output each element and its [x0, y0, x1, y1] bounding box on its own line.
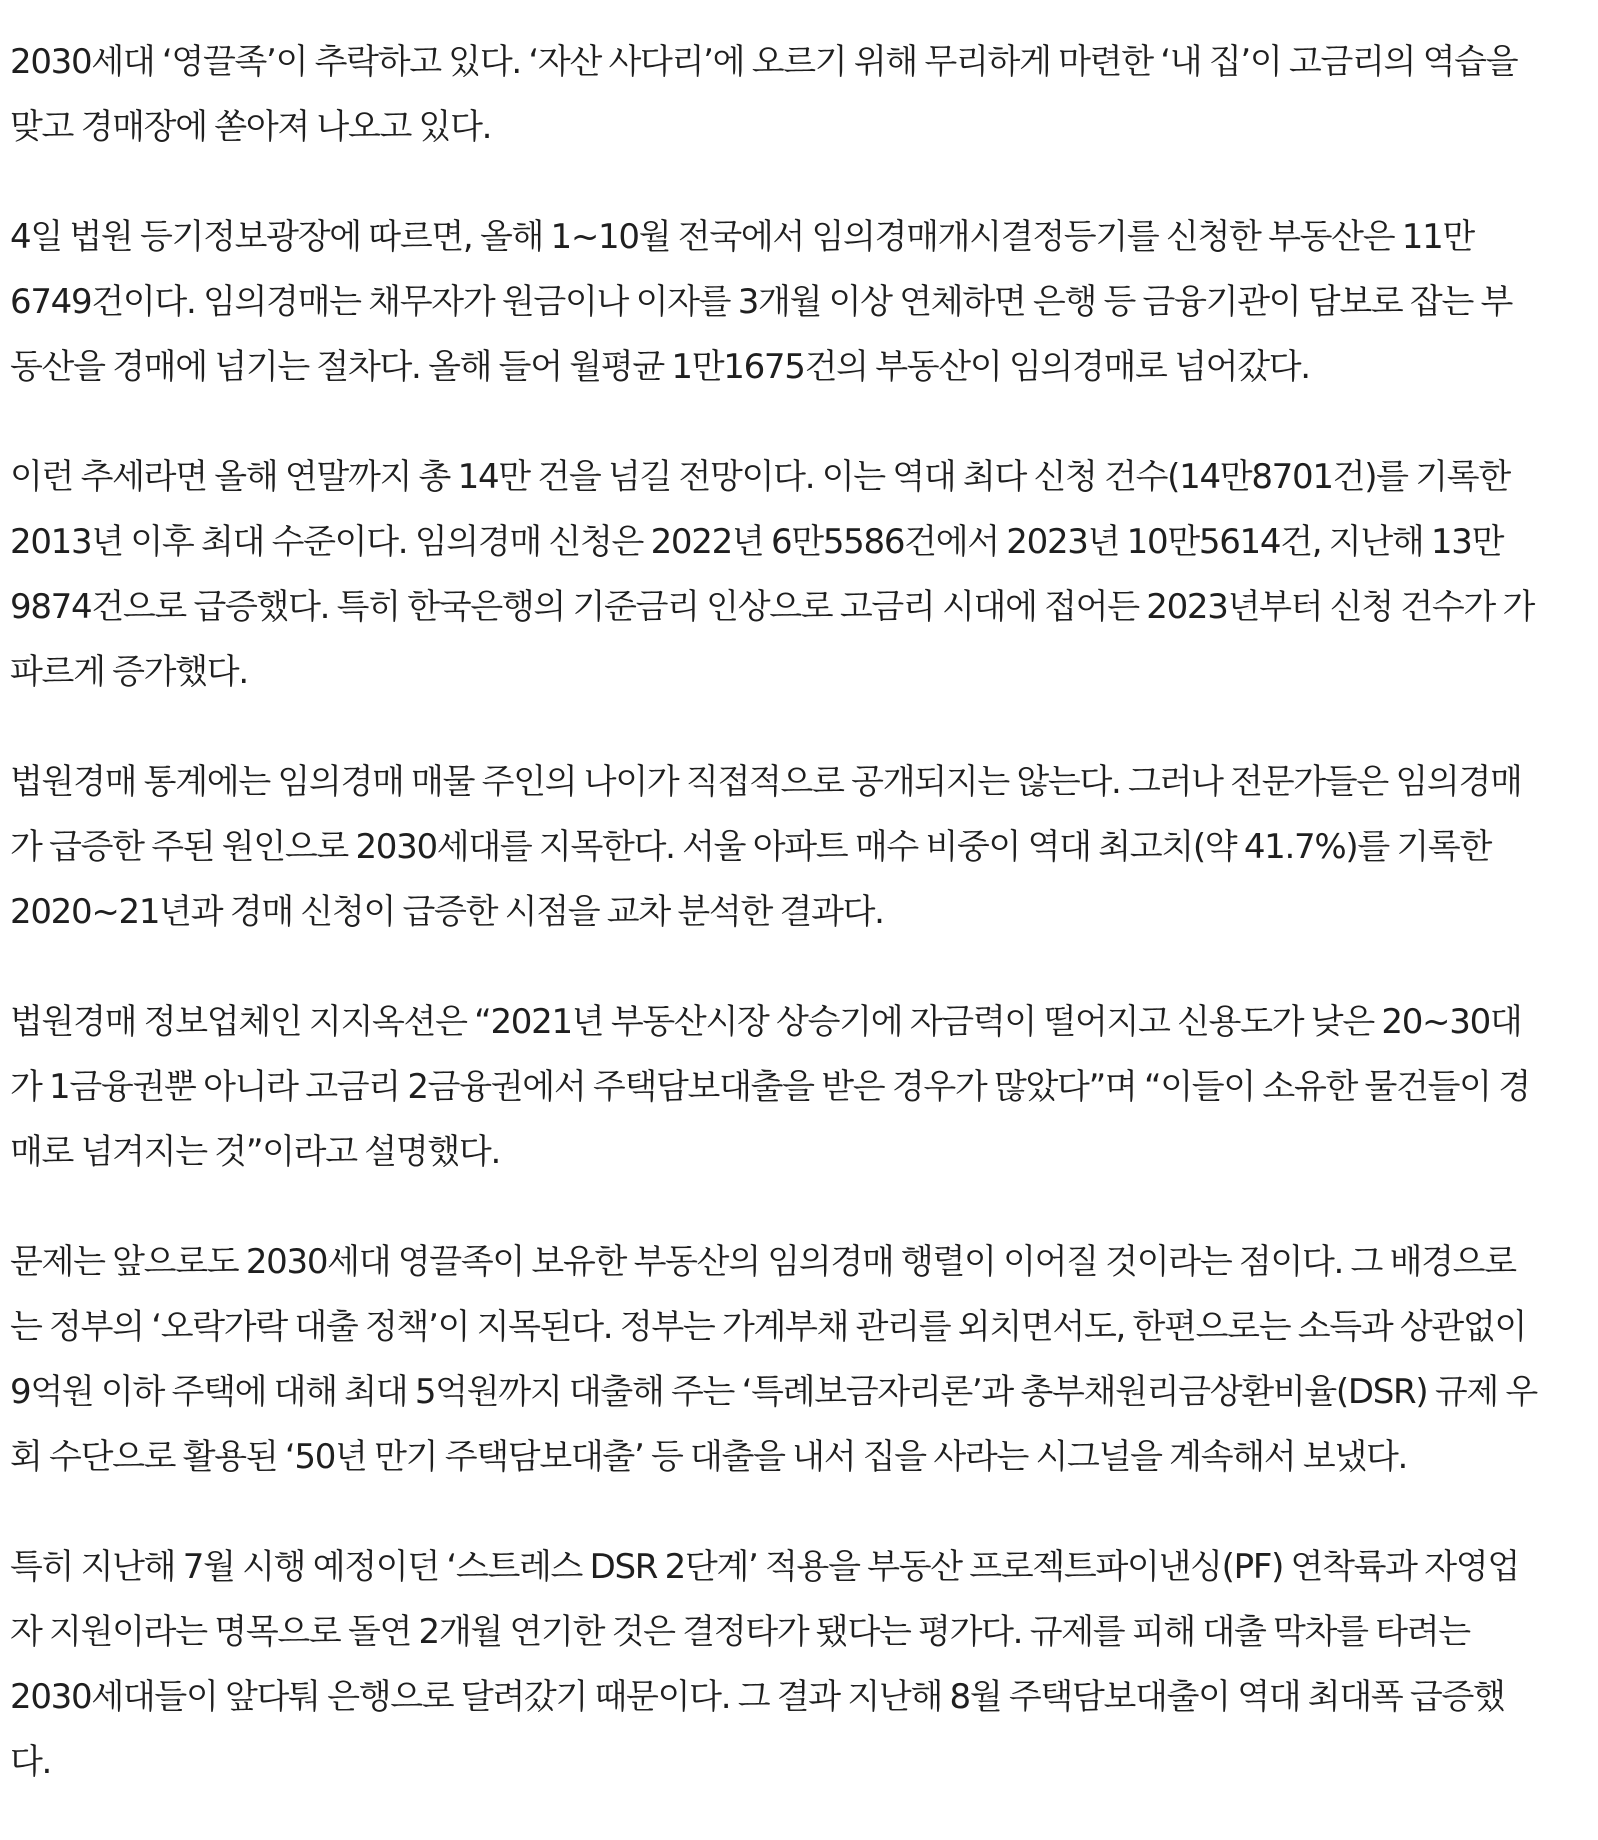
text-line: 는 정부의 ‘오락가락 대출 정책’이 지목된다. 정부는 가계부채 관리를 외치면서도, 한편으로는 소득과 상관없이	[10, 1307, 1527, 1347]
article-body	[10, 30, 1570, 1840]
text-line: 법원경매 정보업체인 지지옥션은 “2021년 부동산시장 상승기에 자금력이 떨어지고 신용도가 낮은 20~30대	[10, 1002, 1522, 1042]
text-line: 다.	[10, 1742, 52, 1782]
text-line: 2030세대들이 앞다퉈 은행으로 달려갔기 때문이다. 그 결과 지난해 8월 주택담보대출이 역대 최대폭 급증했	[10, 1677, 1505, 1717]
article-paragraph-1	[10, 30, 1570, 160]
text-line: 특히 지난해 7월 시행 예정이던 ‘스트레스 DSR 2단계’ 적용을 부동산 프로젝트파이낸싱(PF) 연착륙과 자영업	[10, 1547, 1519, 1587]
text-line: 동산을 경매에 넘기는 절차다. 올해 들어 월평균 1만1675건의 부동산이 임의경매로 넘어갔다.	[10, 347, 1310, 387]
article-paragraph-3	[10, 445, 1570, 705]
text-line: 9억원 이하 주택에 대해 최대 5억원까지 대출해 주는 ‘특례보금자리론’과 총부채원리금상환비율(DSR) 규제 우	[10, 1372, 1537, 1412]
article-paragraph-4	[10, 750, 1570, 945]
article-paragraph-7	[10, 1535, 1570, 1795]
article-paragraph-2	[10, 205, 1570, 400]
text-line: 파르게 증가했다.	[10, 652, 248, 692]
text-line: 이런 추세라면 올해 연말까지 총 14만 건을 넘길 전망이다. 이는 역대 최다 신청 건수(14만8701건)를 기록한	[10, 457, 1510, 497]
text-line: 가 1금융권뿐 아니라 고금리 2금융권에서 주택담보대출을 받은 경우가 많았다”며 “이들이 소유한 물건들이 경	[10, 1067, 1530, 1107]
text-line: 2030세대 ‘영끌족’이 추락하고 있다. ‘자산 사다리’에 오르기 위해 무리하게 마련한 ‘내 집’이 고금리의 역습을	[10, 42, 1518, 82]
text-line: 가 급증한 주된 원인으로 2030세대를 지목한다. 서울 아파트 매수 비중이 역대 최고치(약 41.7%)를 기록한	[10, 827, 1491, 867]
text-line: 2013년 이후 최대 수준이다. 임의경매 신청은 2022년 6만5586건에서 2023년 10만5614건, 지난해 13만	[10, 522, 1504, 562]
article-paragraph-6	[10, 1230, 1570, 1490]
article-paragraph-5	[10, 990, 1570, 1185]
text-line: 9874건으로 급증했다. 특히 한국은행의 기준금리 인상으로 고금리 시대에 접어든 2023년부터 신청 건수가 가	[10, 587, 1535, 627]
text-line: 4일 법원 등기정보광장에 따르면, 올해 1~10월 전국에서 임의경매개시결정등기를 신청한 부동산은 11만	[10, 217, 1474, 257]
text-line: 법원경매 통계에는 임의경매 매물 주인의 나이가 직접적으로 공개되지는 않는다. 그러나 전문가들은 임의경매	[10, 762, 1522, 802]
text-line: 매로 넘겨지는 것”이라고 설명했다.	[10, 1132, 500, 1172]
text-line: 자 지원이라는 명목으로 돌연 2개월 연기한 것은 결정타가 됐다는 평가다. 규제를 피해 대출 막차를 타려는	[10, 1612, 1470, 1652]
text-line: 문제는 앞으로도 2030세대 영끌족이 보유한 부동산의 임의경매 행렬이 이어질 것이라는 점이다. 그 배경으로	[10, 1242, 1516, 1282]
text-line: 2020~21년과 경매 신청이 급증한 시점을 교차 분석한 결과다.	[10, 892, 884, 932]
text-line: 회 수단으로 활용된 ‘50년 만기 주택담보대출’ 등 대출을 내서 집을 사라는 시그널을 계속해서 보냈다.	[10, 1437, 1407, 1477]
text-line: 맞고 경매장에 쏟아져 나오고 있다.	[10, 107, 492, 147]
text-line: 6749건이다. 임의경매는 채무자가 원금이나 이자를 3개월 이상 연체하면 은행 등 금융기관이 담보로 잡는 부	[10, 282, 1513, 322]
